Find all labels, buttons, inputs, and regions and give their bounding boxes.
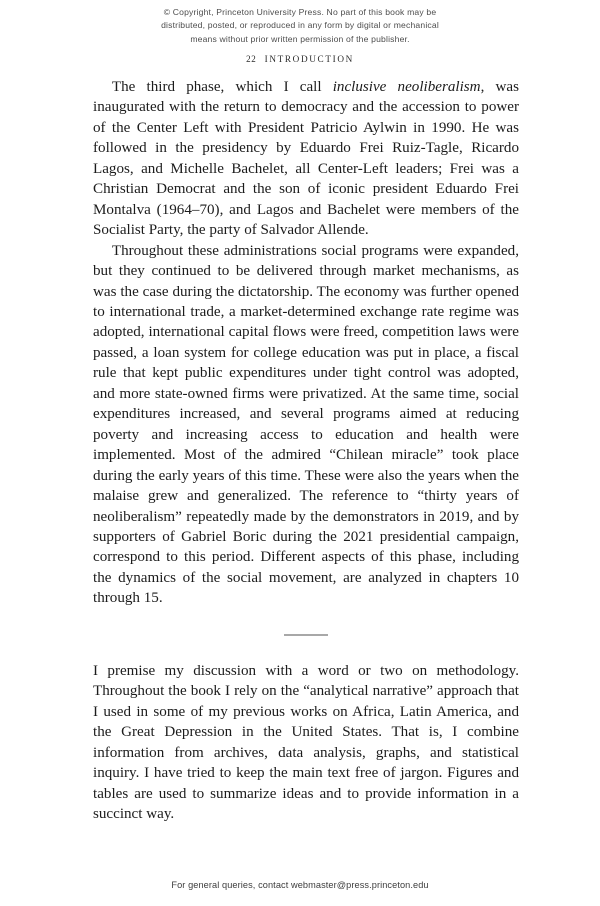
copyright-notice [128,6,472,46]
paragraph-1-text-before-italic: The third phase, which I call [111,79,333,95]
footer-general-queries: For general queries, contact webmaster@press.princeton.edu [171,880,429,890]
paragraph-methodology: I premise my discussion with a word or two on methodology. Throughout the book I rely on the “analytical narrative” approach that I used in some of my previous works on Africa, Latin America, and the Great Depression in the United States. That is, I combine information from archives, data analysis, graphs, and statistical inquiry. I have tried to keep the main text free of jargon. Figures and tables are used to summarize ideas and to provide information in a succinct way. [93,662,519,822]
paragraph-inclusive-neoliberalism [93,77,519,241]
paragraph-1-text-after-italic: , was inaugurated with the return to democracy and the accession to power of the Center Left with President Patricio Aylwin in 1990. He was followed in the presidency by Eduardo Frei Ruiz-Tagle, Ricardo Lagos, and Michelle Bachelet, all Center-Left leaders; Frei was a Christian Democrat and the son of iconic president Eduardo Frei Montalva (1964–70), and Lagos and Bachelet were members of the Socialist Party, the party of Salvador Allende. [93,79,519,239]
copyright-line-1: © Copyright, Princeton University Press. No part of this book may be [163,7,437,17]
italic-term-inclusive-neoliberalism: inclusive neoliberalism [332,79,481,95]
page-folio-number: 22 [246,54,257,64]
paragraph-social-programs: Throughout these administrations social programs were expanded, but they continued to be delivered through market mechanisms, as was the case during the dictatorship. The economy was further opened to international trade, a market-determined exchange rate regime was adopted, international capital flows were freed, competition laws were passed, a loan system for college education was put in place, a fiscal rule that kept public expenditures under tight control was adopted, and more state-owned firms were privatized. At the same time, social expenditures increased, and several programs aimed at reducing poverty and increasing access to education and health were implemented. Most of the admired “Chilean miracle” took place during the early years of this time. These were also the years when the malaise grew and generalized. The reference to “thirty years of neoliberalism” repeatedly made by the demonstrators in 2019, and by supporters of Gabriel Boric during the 2021 presidential campaign, correspond to this period. Different aspects of this phase, including the dynamics of the social movement, are analyzed in chapters 10 through 15. [93,242,519,607]
running-head [0,54,600,64]
copyright-line-3: means without prior written permission of the publisher. [190,33,410,44]
copyright-line-2: distributed, posted, or reproduced in any form by digital or mechanical [161,20,439,31]
divider-rule [284,634,328,636]
body-text-block [93,77,519,824]
running-head-title: INTRODUCTION [264,54,354,64]
section-divider [93,609,519,661]
